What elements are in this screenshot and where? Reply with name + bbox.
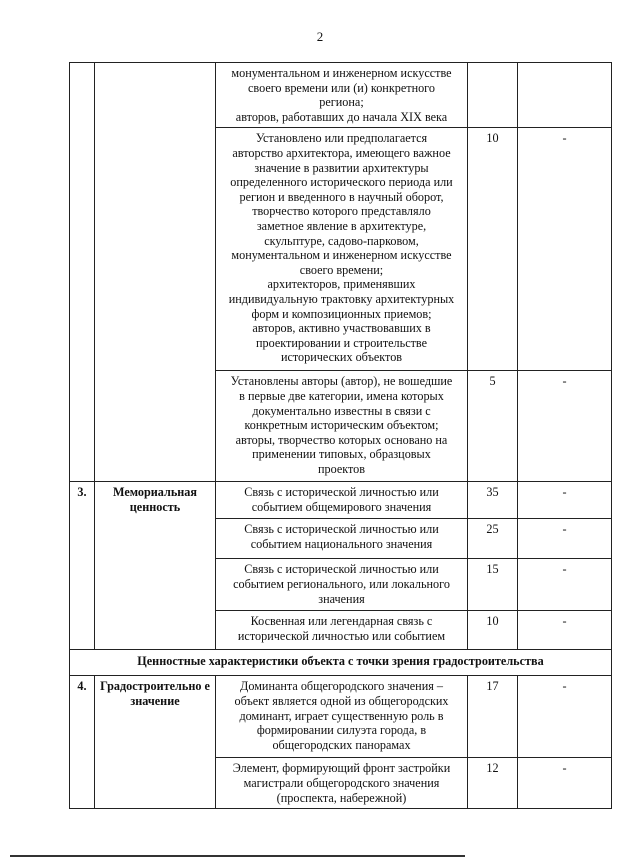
score-cell: 10 bbox=[468, 128, 518, 371]
section-heading: Ценностные характеристики объекта с точки зрения градостроительства bbox=[70, 650, 612, 676]
index-cell bbox=[70, 63, 95, 482]
extra-cell: - bbox=[518, 128, 612, 371]
score-cell: 10 bbox=[468, 611, 518, 650]
extra-cell: - bbox=[518, 758, 612, 809]
table-row bbox=[70, 482, 612, 519]
criteria-table bbox=[69, 62, 612, 809]
extra-cell: - bbox=[518, 371, 612, 482]
score-cell: 12 bbox=[468, 758, 518, 809]
extra-cell: - bbox=[518, 611, 612, 650]
section-row bbox=[70, 650, 612, 676]
score-cell: 15 bbox=[468, 559, 518, 611]
score-cell bbox=[468, 63, 518, 128]
extra-cell: - bbox=[518, 482, 612, 519]
index-cell: 3. bbox=[70, 482, 95, 650]
extra-cell: - bbox=[518, 519, 612, 559]
extra-cell: - bbox=[518, 676, 612, 758]
score-cell: 25 bbox=[468, 519, 518, 559]
index-cell: 4. bbox=[70, 676, 95, 809]
page-number: 2 bbox=[316, 29, 324, 44]
category-cell: Градостроительно е значение bbox=[95, 676, 216, 809]
criterion-cell: Косвенная или легендарная связь с исторической личностью или событием bbox=[216, 611, 468, 650]
category-cell bbox=[95, 63, 216, 482]
table-row bbox=[70, 63, 612, 128]
criterion-cell: Связь с исторической личностью или событием регионального, или локального значения bbox=[216, 559, 468, 611]
criterion-cell: Связь с исторической личностью или событием национального значения bbox=[216, 519, 468, 559]
score-cell: 17 bbox=[468, 676, 518, 758]
table-row bbox=[70, 676, 612, 758]
criterion-cell: монументальном и инженерном искусстве своего времени или (и) конкретного региона; авторов, работавших до начала XIX века bbox=[216, 63, 468, 128]
criterion-cell: Установлено или предполагается авторство архитектора, имеющего важное значение в развитии архитектуры определенного исторического периода или регион и введенного в научный оборот, творчество которого представляло заметное явление в архитектуре, скульптуре, садово-парковом, монументальном и инженерном искусстве своего времени; архитекторов, применявших индивидуальную трактовку архитектурных форм и композиционных приемов; авторов, активно участвовавших в проектировании и строительстве исторических объектов bbox=[216, 128, 468, 371]
criterion-cell: Связь с исторической личностью или событием общемирового значения bbox=[216, 482, 468, 519]
criterion-cell: Элемент, формирующий фронт застройки магистрали общегородского значения (проспекта, набережной) bbox=[216, 758, 468, 809]
extra-cell: - bbox=[518, 559, 612, 611]
score-cell: 5 bbox=[468, 371, 518, 482]
bottom-rule bbox=[10, 855, 465, 857]
criterion-cell: Доминанта общегородского значения – объект является одной из общегородских доминант, играет существенную роль в формировании силуэта города, в общегородских панорамах bbox=[216, 676, 468, 758]
category-cell: Мемориальная ценность bbox=[95, 482, 216, 650]
criterion-cell: Установлены авторы (автор), не вошедшие в первые две категории, имена которых документально известны в связи с конкретным историческим объектом; авторы, творчество которых основано на применении типовых, образцовых проектов bbox=[216, 371, 468, 482]
score-cell: 35 bbox=[468, 482, 518, 519]
extra-cell bbox=[518, 63, 612, 128]
